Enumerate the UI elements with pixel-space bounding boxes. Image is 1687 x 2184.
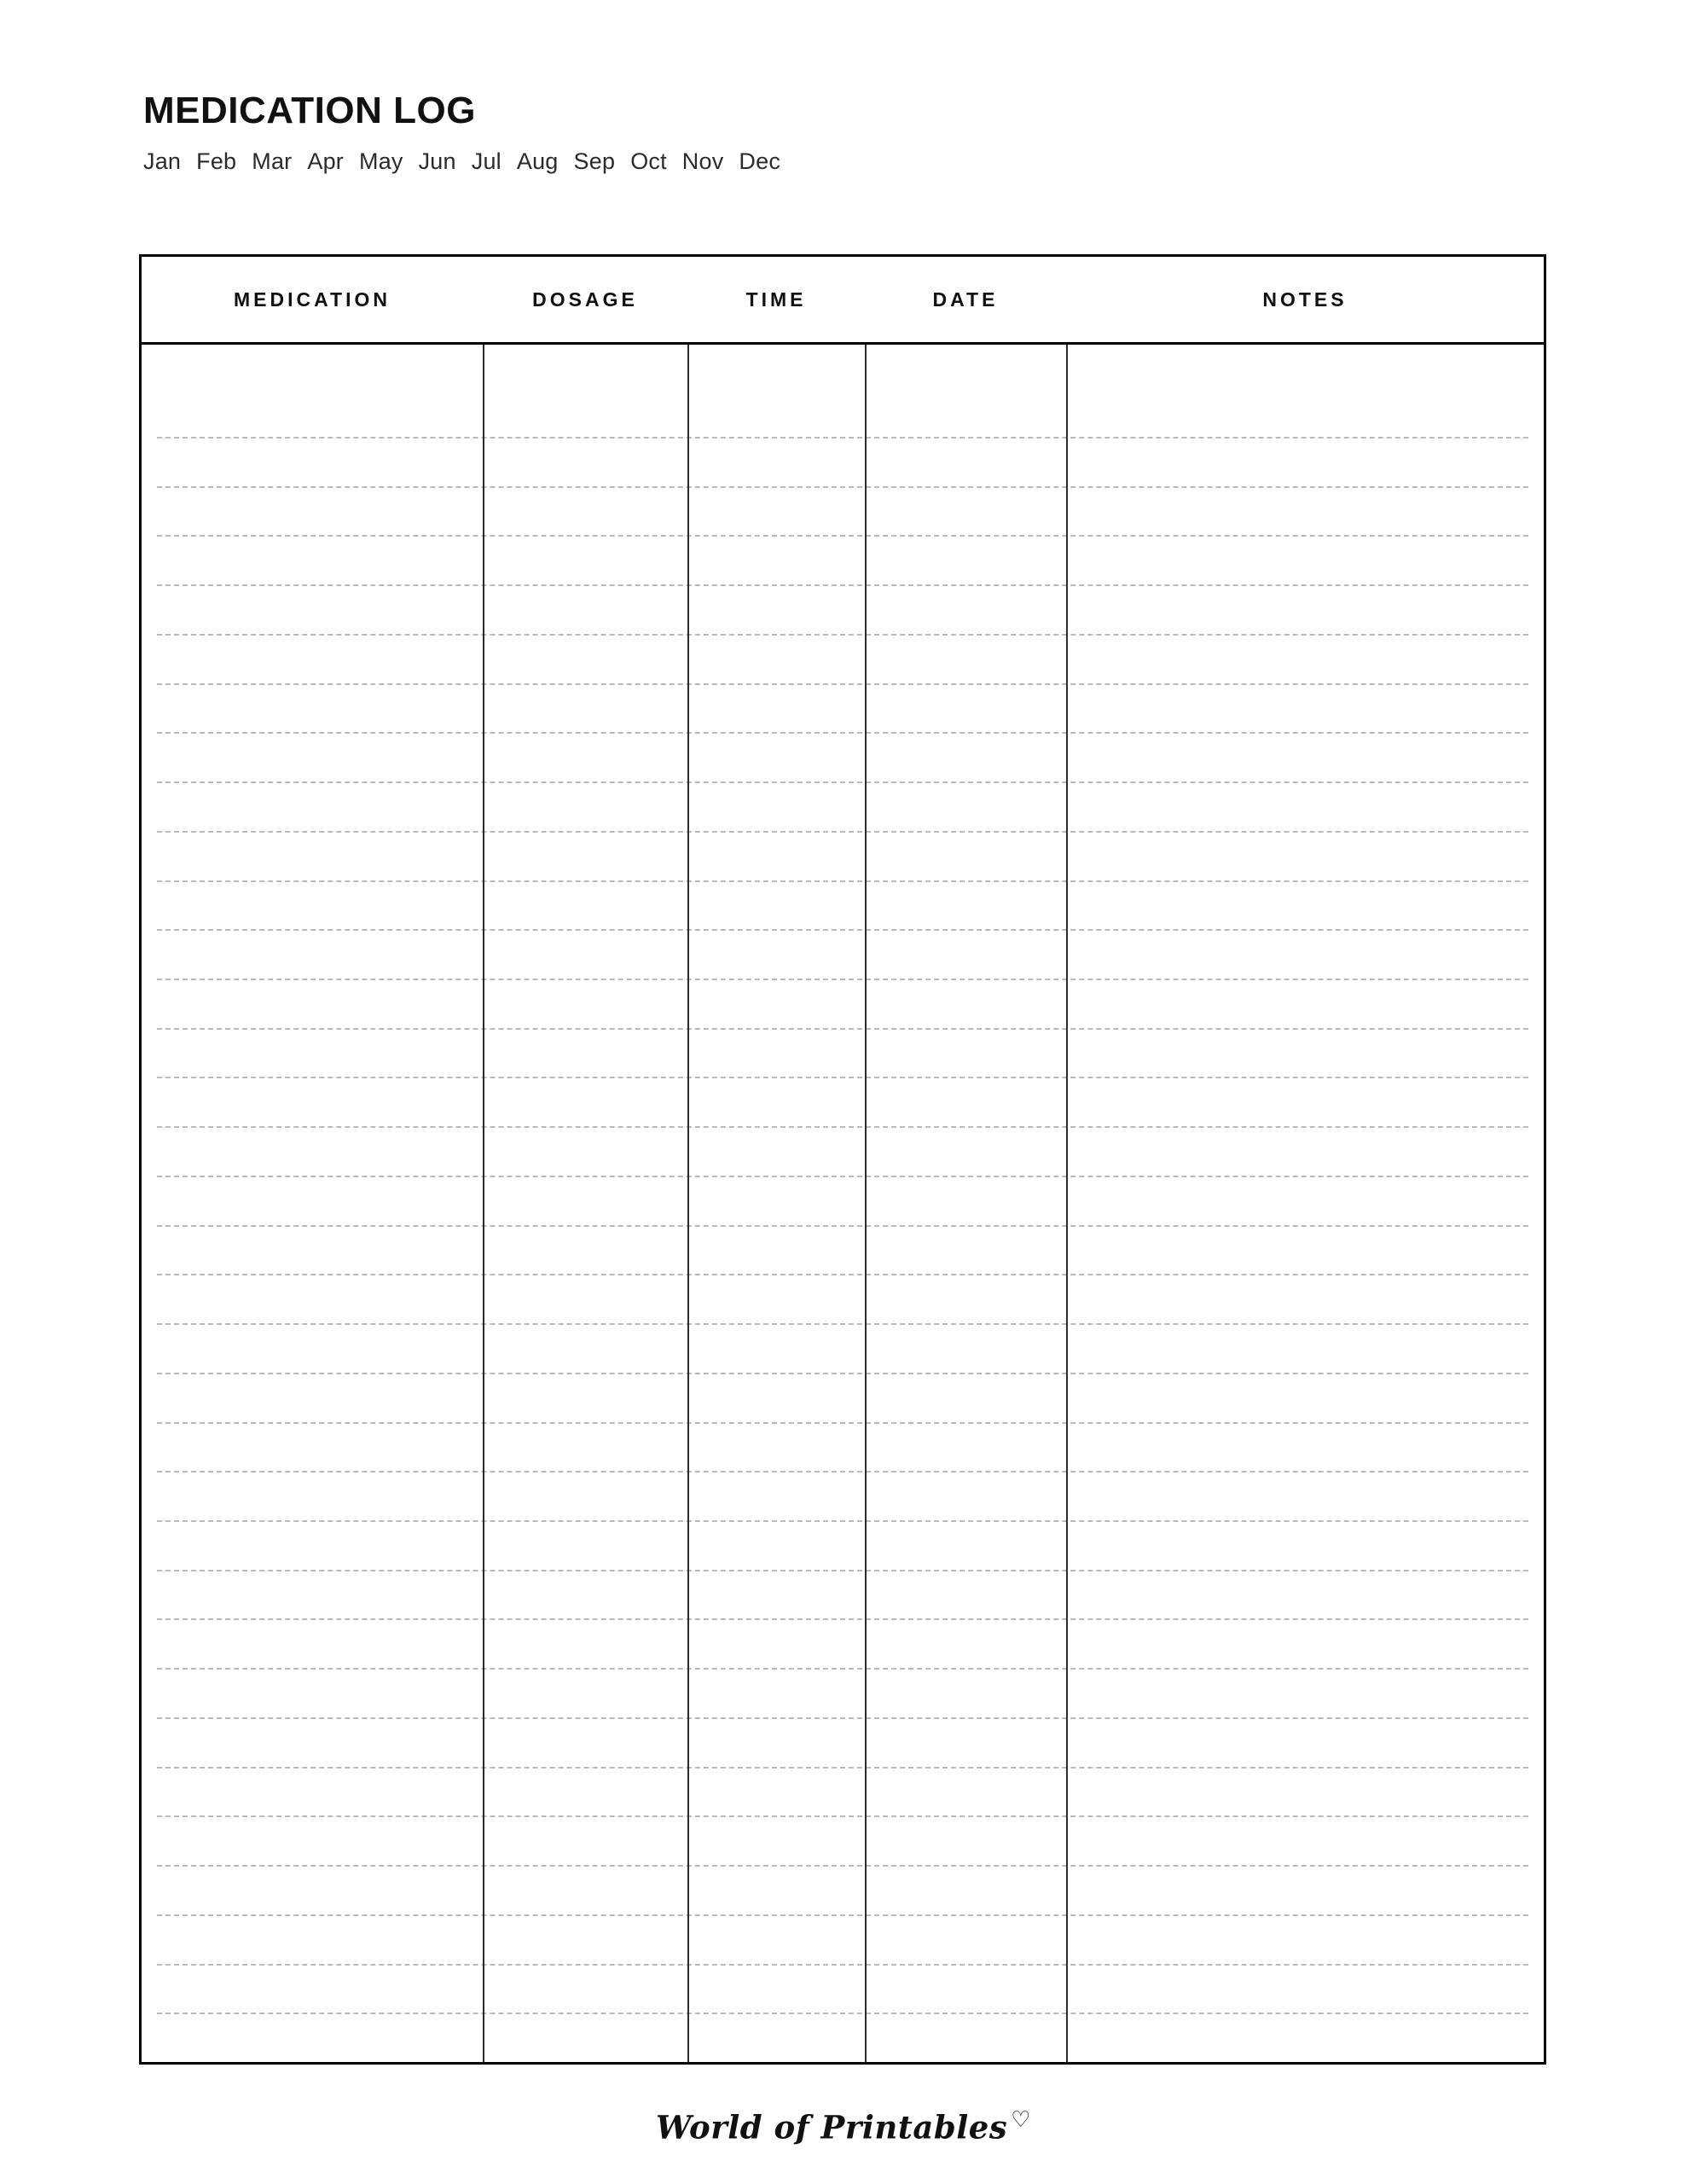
table-body [142, 345, 1544, 2062]
month-jun[interactable]: Jun [418, 148, 456, 175]
month-jul[interactable]: Jul [471, 148, 501, 175]
month-jan[interactable]: Jan [143, 148, 182, 175]
table-row[interactable] [157, 1225, 1528, 1227]
month-selector[interactable] [143, 148, 1542, 175]
table-row[interactable] [157, 1176, 1528, 1177]
month-feb[interactable]: Feb [196, 148, 237, 175]
table-row[interactable] [157, 1520, 1528, 1522]
page-header [143, 90, 1542, 175]
table-row[interactable] [157, 1126, 1528, 1128]
column-header-notes: NOTES [1262, 288, 1348, 311]
month-may[interactable]: May [359, 148, 403, 175]
month-oct[interactable]: Oct [630, 148, 667, 175]
medication-log-table [139, 254, 1546, 2065]
table-row[interactable] [157, 831, 1528, 833]
table-row[interactable] [157, 1865, 1528, 1867]
column-divider-1 [483, 345, 484, 2062]
table-row[interactable] [157, 1914, 1528, 1916]
page-footer [0, 2107, 1687, 2146]
table-row[interactable] [157, 437, 1528, 439]
month-mar[interactable]: Mar [252, 148, 293, 175]
table-row[interactable] [157, 486, 1528, 488]
column-divider-4 [1066, 345, 1068, 2062]
column-header-dosage: DOSAGE [532, 288, 638, 311]
table-row[interactable] [157, 732, 1528, 734]
table-row[interactable] [157, 979, 1528, 980]
table-row[interactable] [157, 634, 1528, 636]
table-row[interactable] [157, 1077, 1528, 1078]
table-row[interactable] [157, 1323, 1528, 1325]
row-lines [142, 345, 1544, 2062]
column-divider-2 [687, 345, 689, 2062]
table-row[interactable] [157, 683, 1528, 685]
table-row[interactable] [157, 1964, 1528, 1966]
table-row[interactable] [157, 1618, 1528, 1620]
table-row[interactable] [157, 1815, 1528, 1817]
month-dec[interactable]: Dec [739, 148, 781, 175]
brand-wordmark [656, 2107, 1031, 2146]
table-row[interactable] [157, 1274, 1528, 1275]
table-row[interactable] [157, 1717, 1528, 1719]
column-header-date: DATE [932, 288, 999, 311]
heart-icon: ♡ [1011, 2107, 1031, 2133]
month-nov[interactable]: Nov [681, 148, 724, 175]
table-row[interactable] [157, 2013, 1528, 2014]
table-row[interactable] [157, 929, 1528, 931]
table-row[interactable] [157, 1373, 1528, 1374]
table-row[interactable] [157, 1668, 1528, 1670]
page-title: MEDICATION LOG [143, 90, 476, 131]
table-row[interactable] [157, 584, 1528, 586]
month-apr[interactable]: Apr [307, 148, 344, 175]
column-divider-3 [865, 345, 867, 2062]
table-row[interactable] [157, 1028, 1528, 1030]
table-row[interactable] [157, 880, 1528, 882]
table-row[interactable] [157, 535, 1528, 537]
month-sep[interactable]: Sep [573, 148, 616, 175]
brand-text: World of Printables [656, 2108, 1008, 2146]
table-header-row [142, 257, 1544, 345]
table-row[interactable] [157, 781, 1528, 783]
month-aug[interactable]: Aug [516, 148, 559, 175]
table-row[interactable] [157, 1471, 1528, 1472]
table-row[interactable] [157, 1422, 1528, 1424]
column-header-time: TIME [745, 288, 807, 311]
table-row[interactable] [157, 1570, 1528, 1571]
table-row[interactable] [157, 1767, 1528, 1769]
column-header-medication: MEDICATION [234, 288, 391, 311]
